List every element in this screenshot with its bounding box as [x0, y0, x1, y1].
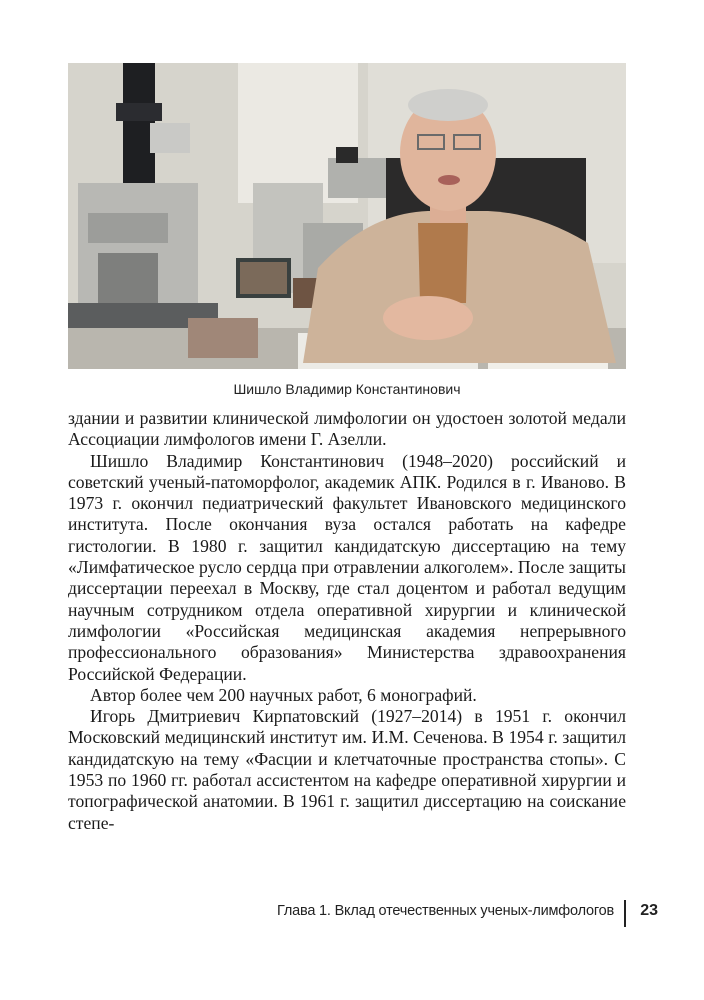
page-number: 23 [640, 902, 658, 919]
paragraph: Шишло Владимир Константинович (1948–2020) российский и советский ученый-патоморфолог, академик АПК. Родился в г. Иваново. В 1973 г. окончил педиатрический факультет Ивановского медицинского института. После окончания вуза остался работать на кафедре гистологии. В 1980 г. защитил кандидатскую диссертацию на тему «Лимфатическое русло сердца при отравлении алкоголем». После защиты диссертации переехал в Москву, где стал доцентом и работал ведущим научным сотрудником отдела оперативной хирургии и клинической лимфологии «Российская медицинская академия непрерывного профессионального образования» Министерства здравоохранения Российской Федерации. [68, 450, 626, 684]
paragraph: Автор более чем 200 научных работ, 6 монографий. [90, 684, 477, 705]
body-text [68, 408, 626, 834]
footer-divider [624, 900, 626, 927]
running-footer-chapter: Глава 1. Вклад отечественных ученых-лимфологов [277, 903, 614, 919]
paragraph: здании и развитии клинической лимфологии он удостоен золотой медали Ассоциации лимфологов имени Г. Азелли. [68, 408, 626, 450]
page-footer [68, 900, 658, 928]
photo-caption: Шишло Владимир Константинович [233, 381, 461, 397]
paragraph: Игорь Дмитриевич Кирпатовский (1927–2014) в 1951 г. окончил Московский медицинский институт им. И.М. Сеченова. В 1954 г. защитил кандидатскую на тему «Фасции и клетчаточные пространства стопы». С 1953 по 1960 гг. работал ассистентом на кафедре оперативной хирургии и топографической анатомии. В 1961 г. защитил диссертацию на соискание степе- [68, 706, 626, 833]
portrait-photo [68, 63, 626, 369]
